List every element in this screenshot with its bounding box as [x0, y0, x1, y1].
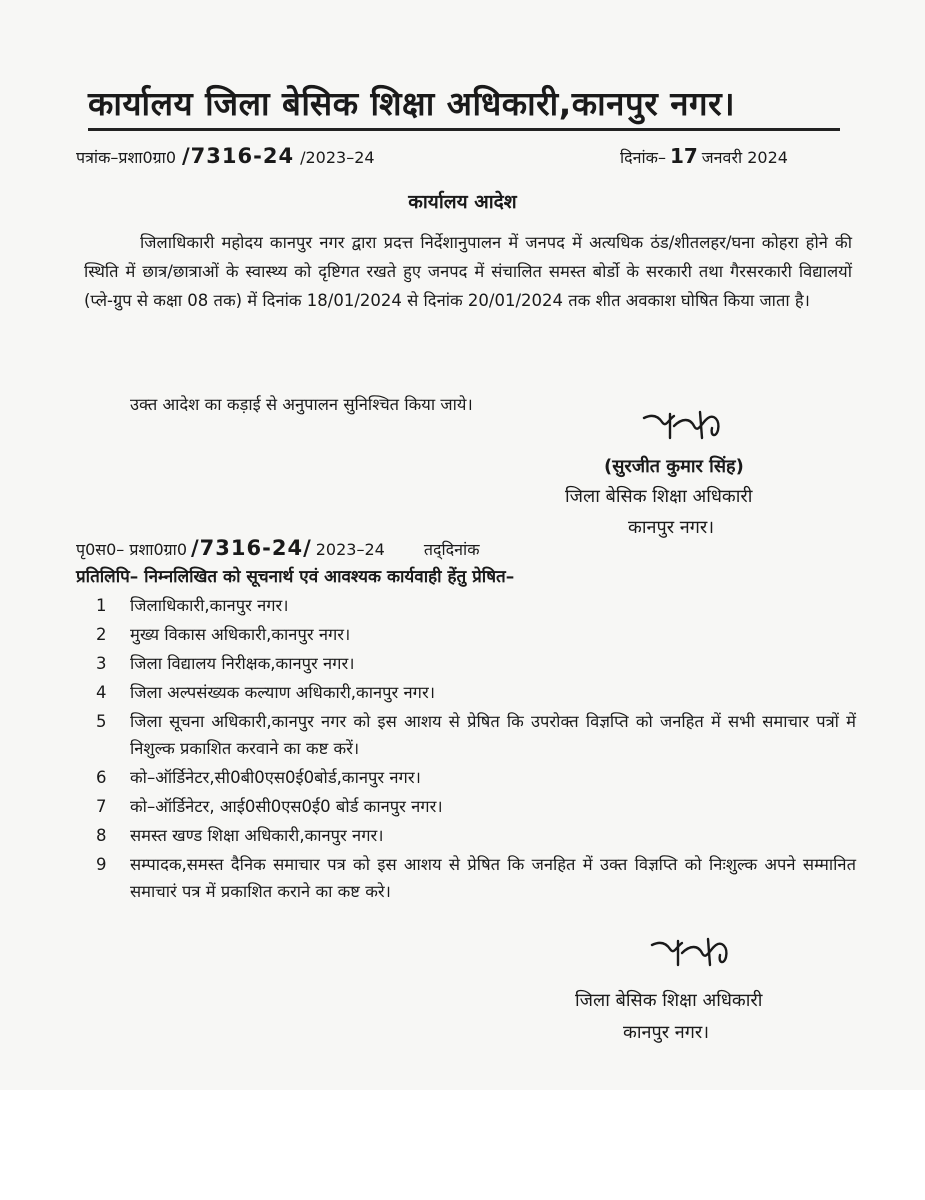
item-number: 3 [96, 654, 107, 673]
copy-reference-date: तद्‌दिनांक [423, 540, 480, 559]
list-item [96, 764, 856, 791]
list-item [96, 592, 856, 619]
copy-heading: प्रतिलिपि– निम्नलिखित को सूचनार्थ एवं आवश्यक कार्यवाही हेंतु प्रेषित– [76, 567, 515, 587]
reference-year: /2023–24 [300, 148, 375, 167]
date-month-year: जनवरी 2024 [701, 148, 788, 167]
signer-designation: जिला बेसिक शिक्षा अधिकारी [565, 486, 753, 507]
copy-reference-prefix: पृ0स0– प्रशा0ग्रा0 [76, 540, 188, 559]
date-label: दिनांक– [620, 148, 666, 167]
order-heading: कार्यालय आदेश [408, 191, 517, 213]
title-underline [88, 128, 840, 131]
date-day: 17 [669, 144, 698, 168]
list-item [96, 822, 856, 849]
item-text: को–ऑर्डिनेटर,सी0बी0एस0ई0बोर्ड,कानपुर नगर। [130, 768, 421, 787]
signer-place: कानपुर नगर। [628, 517, 715, 538]
order-body: जिलाधिकारी महोदय कानपुर नगर द्वारा प्रदत्त निर्देशानुपालन में जनपद में अत्यधिक ठंड/शीतलहर/घना कोहरा होने की स्थिति में छात्र/छात्राओं के स्वास्थ्य को दृष्टिगत रखते हुए जनपद में संचालित समस्त बोर्डो के सरकारी तथा गैरसरकारी विद्यालयों (प्ले-ग्रुप से कक्षा 08 तक) में दिनांक 18/01/2024 से दिनांक 20/01/2024 तक शीत अवकाश घोषित किया जाता है। [84, 233, 852, 310]
item-text: जिलाधिकारी,कानपुर नगर। [130, 596, 289, 615]
item-text: मुख्य विकास अधिकारी,कानपुर नगर। [130, 625, 351, 644]
compliance-line: उक्त आदेश का कड़ाई से अनुपालन सुनिश्चित किया जाये। [130, 395, 473, 414]
bottom-margin [0, 1090, 925, 1200]
item-number: 5 [96, 712, 107, 731]
item-number: 1 [96, 596, 107, 615]
list-item [96, 650, 856, 677]
list-item [96, 679, 856, 706]
item-number: 9 [96, 855, 107, 874]
footer-place: कानपुर नगर। [623, 1022, 710, 1043]
copy-reference-year: 2023–24 [315, 540, 385, 559]
item-number: 7 [96, 797, 107, 816]
item-number: 4 [96, 683, 107, 702]
item-text: जिला विद्यालय निरीक्षक,कानपुर नगर। [130, 654, 355, 673]
footer-designation: जिला बेसिक शिक्षा अधिकारी [575, 990, 763, 1011]
copy-reference [76, 536, 480, 560]
list-item [96, 708, 856, 762]
item-number: 2 [96, 625, 107, 644]
item-text: समस्त खण्ड शिक्षा अधिकारी,कानपुर नगर। [130, 826, 384, 845]
signature-mark [640, 408, 740, 442]
letter-reference [76, 144, 375, 168]
item-text: जिला सूचना अधिकारी,कानपुर नगर को इस आशय से प्रेषित कि उपरोक्त विज्ञप्ति को जनहित में सभी समाचार पत्रों में निशुल्क प्रकाशित करवाने का कष्ट करें। [130, 712, 856, 758]
signer-name: (सुरजीत कुमार सिंह) [604, 456, 744, 477]
list-item [96, 793, 856, 820]
item-text: सम्पादक,समस्त दैनिक समाचार पत्र को इस आशय से प्रेषित कि जनहित में उक्त विज्ञप्ति को निःशुल्क अपने सम्मानित समाचारं पत्र में प्रकाशित कराने का कष्ट करे। [130, 855, 856, 901]
reference-prefix: पत्रांक–प्रशा0ग्रा0 [76, 148, 177, 167]
recipient-list [96, 592, 856, 907]
list-item [96, 851, 856, 905]
item-number: 6 [96, 768, 107, 787]
item-text: को–ऑर्डिनेटर, आई0सी0एस0ई0 बोर्ड कानपुर नगर। [130, 797, 443, 816]
copy-reference-number: /7316-24/ [191, 536, 312, 560]
list-item [96, 621, 856, 648]
item-number: 8 [96, 826, 107, 845]
letter-date [620, 144, 788, 168]
item-text: जिला अल्पसंख्यक कल्याण अधिकारी,कानपुर नगर। [130, 683, 435, 702]
reference-number: /7316-24 [182, 144, 295, 168]
office-title: कार्यालय जिला बेसिक शिक्षा अधिकारी,कानपुर नगर। [88, 84, 736, 123]
signature-mark [648, 935, 748, 969]
